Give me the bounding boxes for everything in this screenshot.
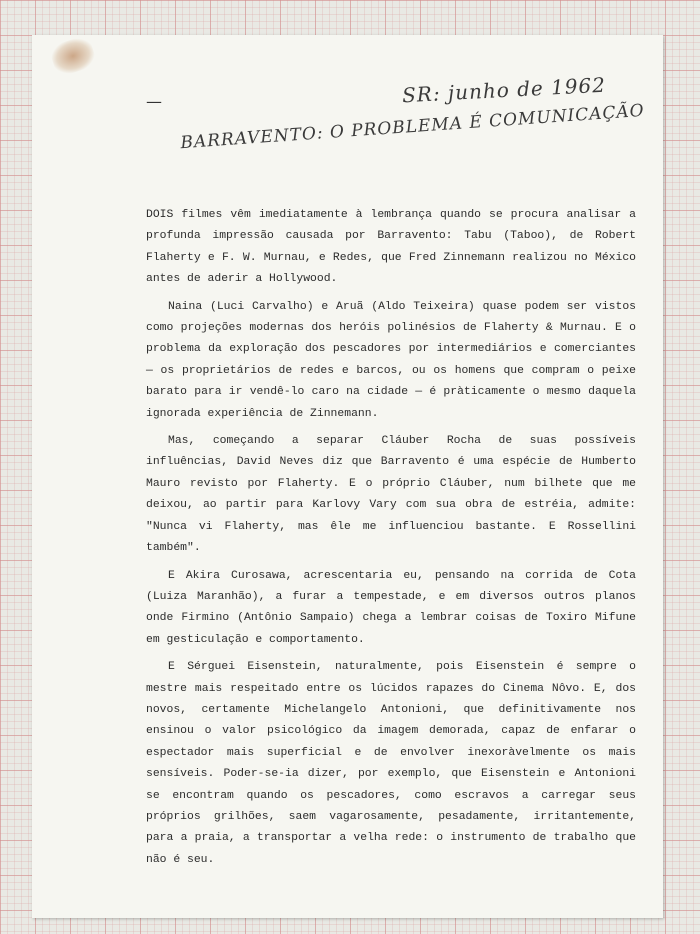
handwritten-title: BARRAVENTO: O PROBLEMA É COMUNICAÇÃO (179, 100, 646, 154)
paragraph: Mas, começando a separar Cláuber Rocha de suas possíveis influências, David Neves diz que Barravento é uma espécie de Humberto Mauro revisto por Flaherty. E o próprio Cláuber, num bilhete que me deixou, ao partir para Karlovy Vary com sua obra de estréia, admite: "Nunca vi Flaherty, mas êle me influenciou bastante. E Rossellini também". (146, 435, 636, 555)
paragraph: E Sérguei Eisenstein, naturalmente, pois Eisenstein é sempre o mestre mais respeitado entre os lúcidos rapazes do Cinema Nôvo. E, dos novos, certamente Michelangelo Antonioni, que definitivamente nos ensinou o valor psicológico da imagem demorada, capaz de enfarar o espectador mais superficial e de envolver inexoràvelmente os mais sensíveis. Poder-se-ia dizer, por exemplo, que Eisenstein e Antonioni se encontram quando os pescadores, como escravos a carregar seus próprios grilhões, saem vagarosamente, pesadamente, irritantemente, para a praia, a transportar a velha rede: o instrumento de trabalho que não é seu. (146, 661, 636, 866)
paragraph: DOIS filmes vêm imediatamente à lembrança quando se procura analisar a profunda impressão causada por Barravento: Tabu (Taboo), de Robert Flaherty e F. W. Murnau, e Redes, que Fred Zinnemann realizou no México antes de aderir a Hollywood. (146, 209, 636, 286)
margin-mark: — (146, 92, 162, 111)
paragraph: Naina (Luci Carvalho) e Aruã (Aldo Teixeira) quase podem ser vistos como projeções modernas dos heróis polinésios de Flaherty & Murnau. E o problema da exploração dos pescadores por intermediários e comerciantes — os proprietários de redes e barcos, ou os homens que compram o peixe barato para ir vendê-lo caro na cidade — é pràticamente o mesmo daquela ignorada experiência de Zinnemann. (146, 300, 636, 420)
typed-article-body (146, 205, 636, 877)
handwritten-date: SR: junho de 1962 (401, 72, 607, 108)
paragraph: E Akira Curosawa, acrescentaria eu, pensando na corrida de Cota (Luiza Maranhão), a furar a tempestade, e em diversos outros planos onde Firmino (Antônio Sampaio) chega a lembrar coisas de Toxiro Mifune em gesticulação e comportamento. (146, 569, 636, 646)
